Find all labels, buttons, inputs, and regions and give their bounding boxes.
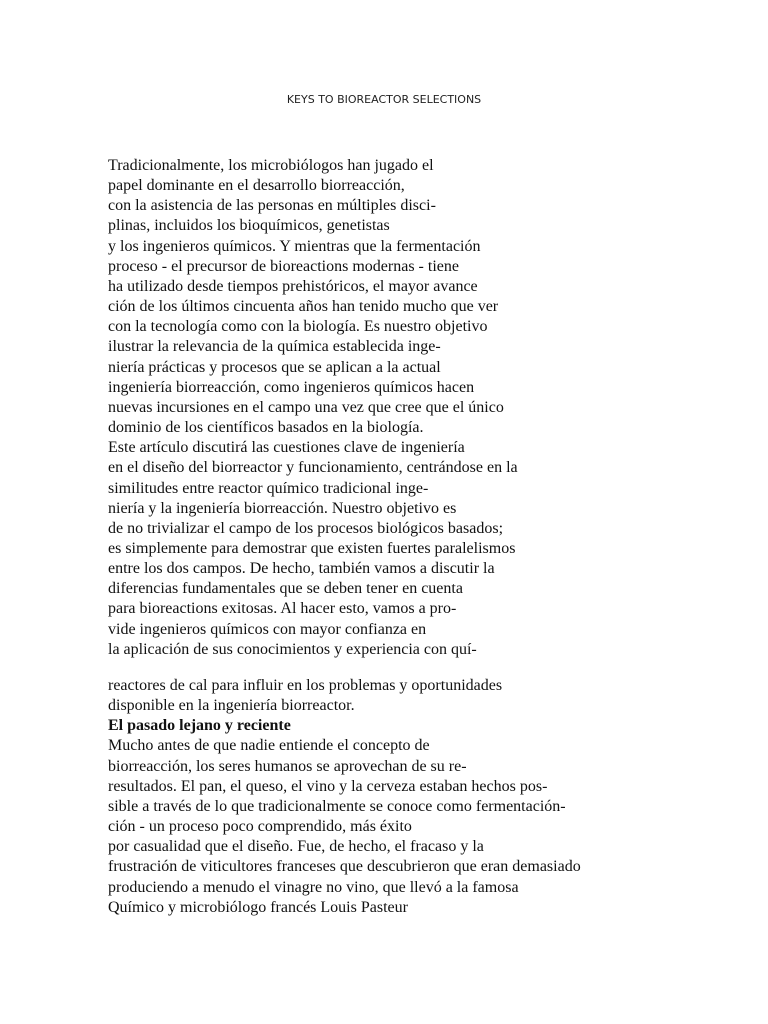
text-line: ción de los últimos cincuenta años han tenido mucho que ver — [108, 298, 499, 316]
document-title: KEYS TO BIOREACTOR SELECTIONS — [286, 93, 482, 106]
text-line: es simplemente para demostrar que existen fuertes paralelismos — [108, 539, 516, 557]
text-line: frustración de viticultores franceses que descubrieron que eran demasiado — [108, 858, 581, 876]
text-line: con la asistencia de las personas en múltiples disci- — [108, 197, 436, 215]
section-heading: El pasado lejano y reciente — [108, 717, 291, 735]
text-line: ilustrar la relevancia de la química establecida inge- — [108, 338, 441, 356]
text-line: entre los dos campos. De hecho, también vamos a discutir la — [108, 560, 495, 578]
text-line: produciendo a menudo el vinagre no vino, que llevó a la famosa — [108, 878, 519, 896]
text-line: reactores de cal para influir en los problemas y oportunidades — [108, 677, 503, 694]
text-line: niería prácticas y procesos que se aplican a la actual — [108, 358, 441, 376]
text-line: Tradicionalmente, los microbiólogos han jugado el — [108, 157, 434, 174]
text-line: diferencias fundamentales que se deben tener en cuenta — [108, 580, 463, 598]
text-line: Químico y microbiólogo francés Louis Pasteur — [108, 898, 408, 916]
text-line: sible a través de lo que tradicionalmente se conoce como fermentación- — [108, 797, 566, 815]
text-line: vide ingenieros químicos con mayor confianza en — [108, 620, 427, 638]
text-line: dominio de los científicos basados en la biología. — [108, 419, 424, 437]
text-line: la aplicación de sus conocimientos y experiencia con quí- — [108, 640, 477, 658]
text-line: y los ingenieros químicos. Y mientras que la fermentación — [108, 237, 481, 255]
text-line: ha utilizado desde tiempos prehistóricos, el mayor avance — [108, 277, 478, 295]
text-line: con la tecnología como con la biología. Es nuestro objetivo — [108, 318, 488, 336]
text-line: para bioreactions exitosas. Al hacer esto, vamos a pro- — [108, 600, 457, 618]
text-line: resultados. El pan, el queso, el vino y la cerveza estaban hechos pos- — [108, 777, 548, 795]
text-line: por casualidad que el diseño. Fue, de hecho, el fracaso y la — [108, 838, 484, 856]
text-line: papel dominante en el desarrollo biorreacción, — [108, 177, 405, 195]
paragraph-intro — [108, 156, 728, 660]
text-line: similitudes entre reactor químico tradicional inge- — [108, 479, 429, 497]
text-line: en el diseño del biorreactor y funcionamiento, centrándose en la — [108, 459, 518, 477]
text-line: plinas, incluidos los bioquímicos, genetistas — [108, 217, 390, 235]
text-line: nuevas incursiones en el campo una vez que cree que el único — [108, 398, 504, 416]
text-line: biorreacción, los seres humanos se aprovechan de su re- — [108, 757, 467, 775]
text-line: Mucho antes de que nadie entiende el concepto de — [108, 737, 430, 755]
text-line: ingeniería biorreacción, como ingenieros químicos hacen — [108, 378, 475, 396]
text-line: disponible en la ingeniería biorreactor. — [108, 697, 355, 715]
text-line: Este artículo discutirá las cuestiones clave de ingeniería — [108, 439, 465, 457]
paragraph-continuation — [108, 676, 728, 918]
text-line: de no trivializar el campo de los procesos biológicos basados; — [108, 519, 504, 537]
text-line: niería y la ingeniería biorreacción. Nuestro objetivo es — [108, 499, 457, 517]
text-line: ción - un proceso poco comprendido, más éxito — [108, 818, 412, 836]
text-line: proceso - el precursor de bioreactions modernas - tiene — [108, 257, 459, 275]
